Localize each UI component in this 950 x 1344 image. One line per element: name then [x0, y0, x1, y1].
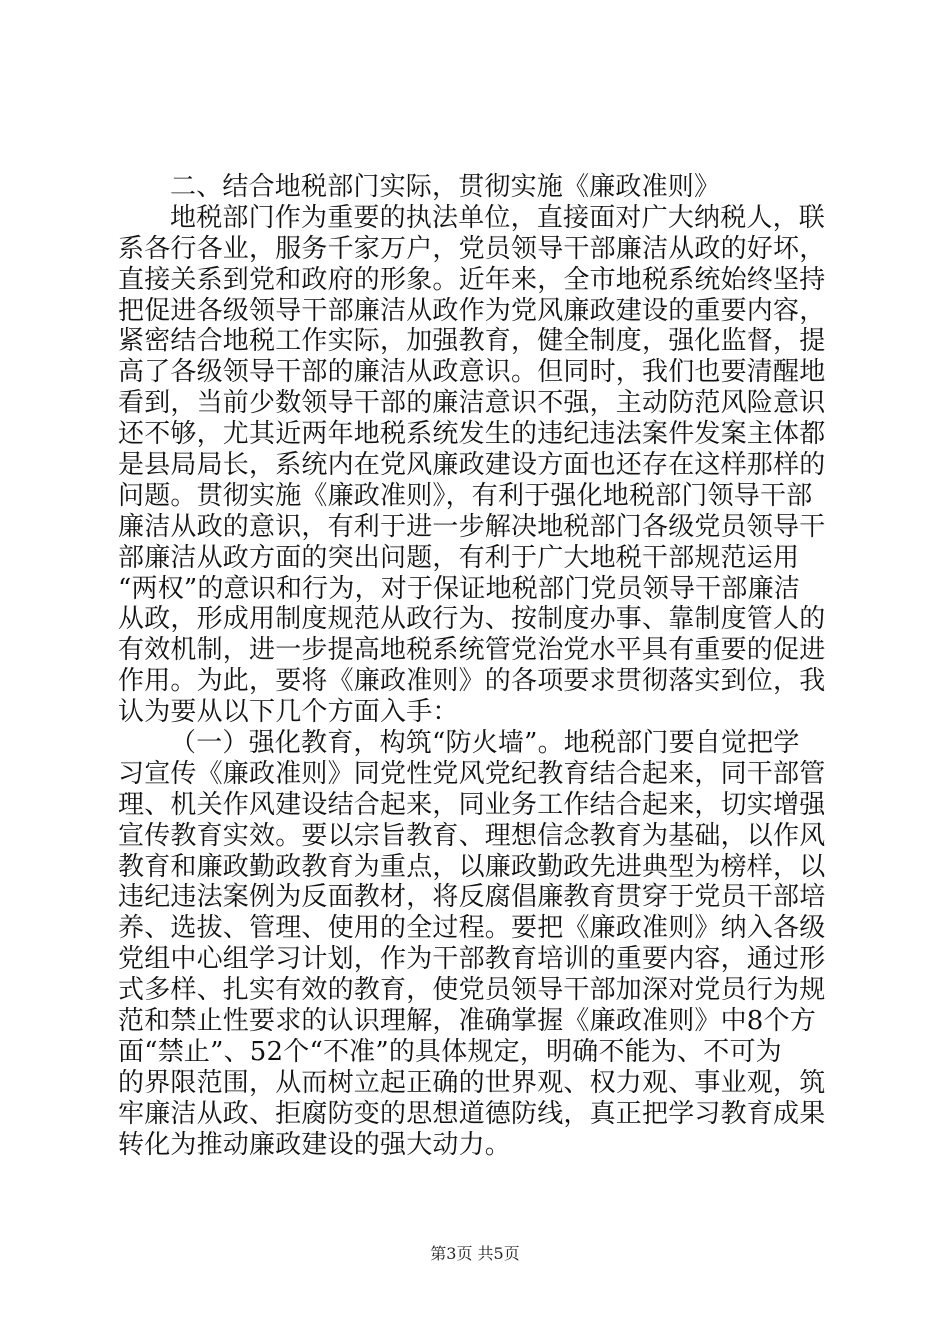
- paragraph-line: 把促进各级领导干部廉洁从政作为党风廉政建设的重要内容，: [118, 295, 826, 326]
- paragraph-line: 紧密结合地税工作实际，加强教育，健全制度，强化监督，提: [118, 326, 826, 357]
- paragraph-line: 是县局局长，系统内在党风廉政建设方面也还存在这样那样的: [118, 450, 826, 481]
- paragraph-line: 认为要从以下几个方面入手：: [118, 697, 459, 728]
- paragraph-line: 的界限范围，从而树立起正确的世界观、权力观、事业观，筑: [118, 1067, 826, 1098]
- paragraph-line: 面“禁止”、52个“不准”的具体规定，明确不能为、不可为: [118, 1036, 782, 1067]
- paragraph-line: 养、选拔、管理、使用的全过程。要把《廉政准则》纳入各级: [118, 913, 826, 944]
- paragraph-line: 范和禁止性要求的认识理解，准确掌握《廉政准则》中8个方: [118, 1006, 816, 1037]
- paragraph-line: 直接关系到党和政府的形象。近年来，全市地税系统始终坚持: [118, 264, 826, 295]
- paragraph-line: 习宣传《廉政准则》同党性党风党纪教育结合起来，同干部管: [118, 758, 826, 789]
- document-body: [118, 172, 830, 1161]
- subsection-line: （一）强化教育，构筑“防火墙”。地税部门要自觉把学: [170, 728, 800, 759]
- paragraph-line: 从政，形成用制度规范从政行为、按制度办事、靠制度管人的: [118, 604, 826, 635]
- paragraph-line: 问题。贯彻实施《廉政准则》，有利于强化地税部门领导干部: [118, 480, 813, 511]
- paragraph-line: 部廉洁从政方面的突出问题，有利于广大地税干部规范运用: [118, 542, 800, 573]
- paragraph-line: 高了各级领导干部的廉洁从政意识。但同时，我们也要清醒地: [118, 357, 826, 388]
- paragraph-line: 看到，当前少数领导干部的廉洁意识不强，主动防范风险意识: [118, 388, 826, 419]
- paragraph-line: 地税部门作为重要的执法单位，直接面对广大纳税人，联: [170, 202, 826, 233]
- paragraph-line: 系各行各业，服务千家万户，党员领导干部廉洁从政的好坏，: [118, 233, 826, 264]
- paragraph-line: 有效机制，进一步提高地税系统管党治党水平具有重要的促进: [118, 635, 826, 666]
- paragraph-line: 转化为推动廉政建设的强大动力。: [118, 1129, 512, 1160]
- paragraph-line: 违纪违法案例为反面教材，将反腐倡廉教育贯穿于党员干部培: [118, 882, 826, 913]
- section-heading: 二、结合地税部门实际，贯彻实施《廉政准则》: [170, 172, 721, 202]
- paragraph-line: 牢廉洁从政、拒腐防变的思想道德防线，真正把学习教育成果: [118, 1098, 826, 1129]
- paragraph-line: 党组中心组学习计划，作为干部教育培训的重要内容，通过形: [118, 944, 826, 975]
- paragraph-line: 作用。为此，要将《廉政准则》的各项要求贯彻落实到位，我: [118, 666, 826, 697]
- paragraph-line: 还不够，尤其近两年地税系统发生的违纪违法案件发案主体都: [118, 419, 826, 450]
- paragraph-line: 理、机关作风建设结合起来，同业务工作结合起来，切实增强: [118, 789, 826, 820]
- paragraph-line: 廉洁从政的意识，有利于进一步解决地税部门各级党员领导干: [118, 511, 826, 542]
- page-number-footer: 第3页 共5页: [430, 1244, 520, 1263]
- paragraph-line: 宣传教育实效。要以宗旨教育、理想信念教育为基础，以作风: [118, 820, 826, 851]
- paragraph-line: 式多样、扎实有效的教育，使党员领导干部加深对党员行为规: [118, 975, 826, 1006]
- paragraph-line: 教育和廉政勤政教育为重点，以廉政勤政先进典型为榜样，以: [118, 851, 826, 882]
- paragraph-line: “两权”的意识和行为，对于保证地税部门党员领导干部廉洁: [118, 573, 800, 604]
